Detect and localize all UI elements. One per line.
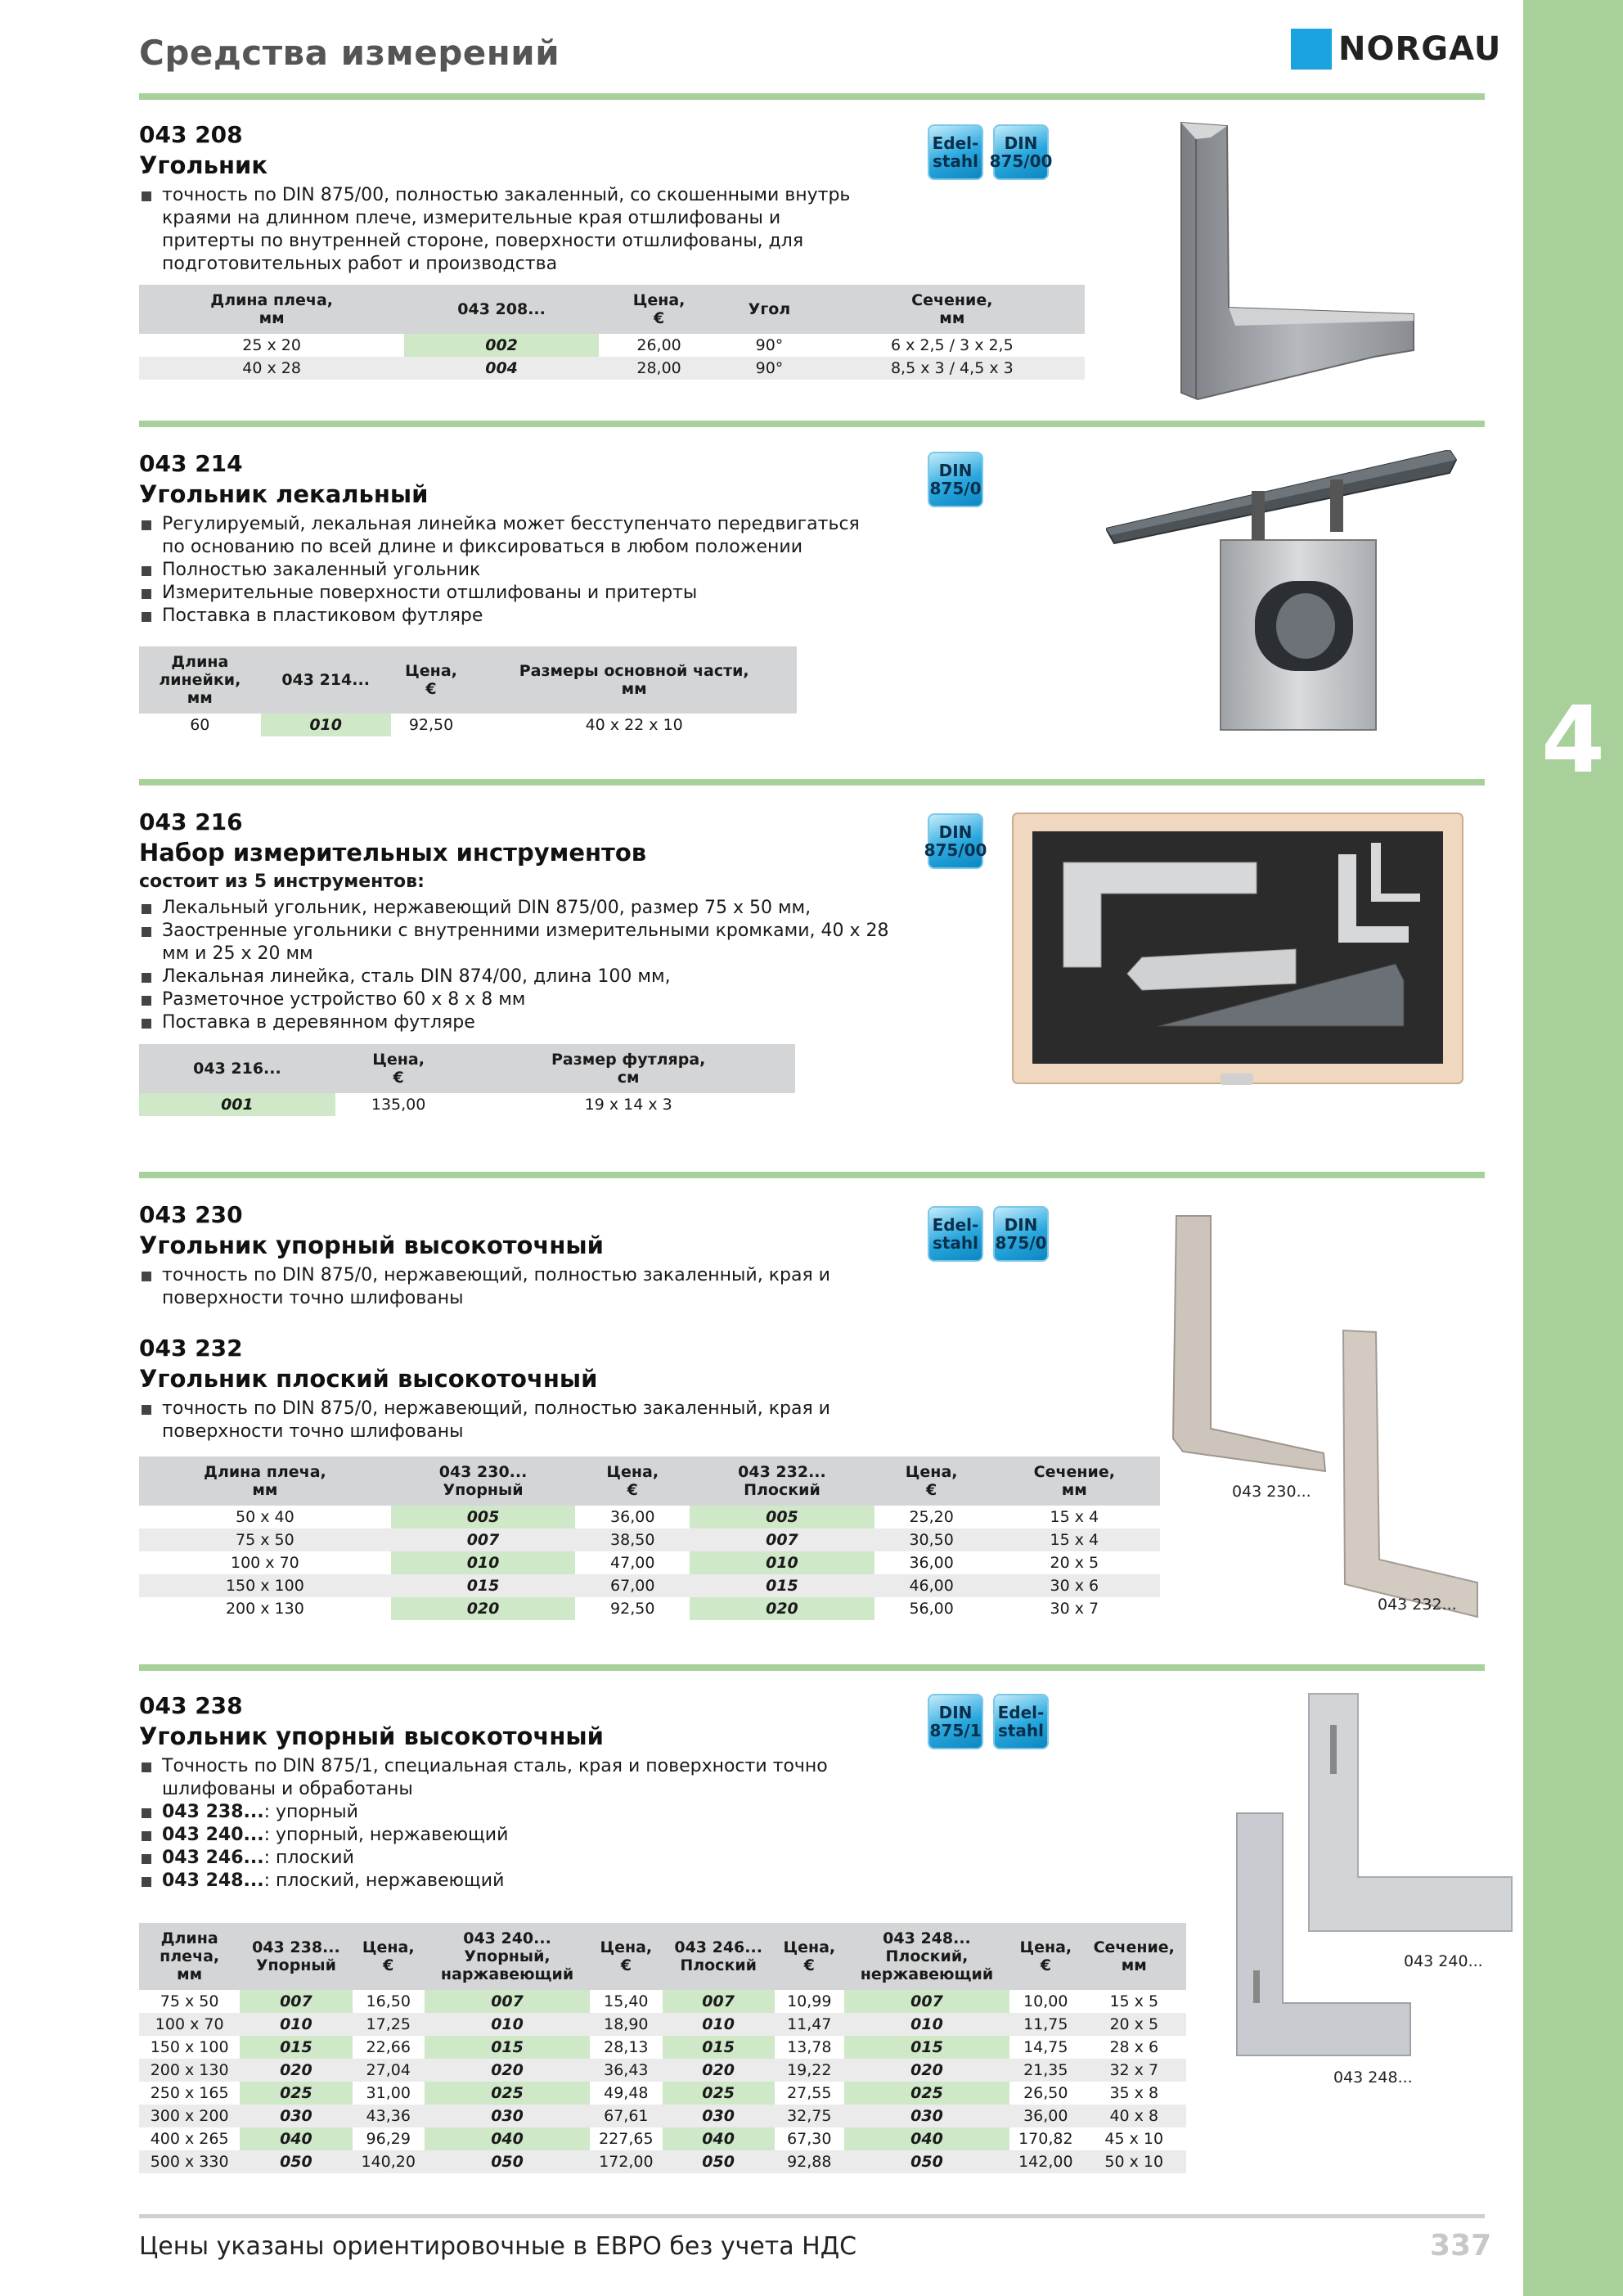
table-cell: 100 x 70: [139, 2013, 240, 2036]
variant-code: 043 240...: [162, 1825, 264, 1845]
column-header: Цена, €: [575, 1456, 690, 1506]
column-header: 043 240... Упорный, наржавеющий: [425, 1923, 590, 1990]
order-code-cell: 007: [844, 1990, 1009, 2013]
table-cell: 150 x 100: [139, 1574, 391, 1597]
standard-badge: DIN 875/00: [993, 124, 1049, 180]
order-code-cell: 015: [663, 2036, 775, 2059]
table-cell: 46,00: [874, 1574, 989, 1597]
table-row: [139, 2036, 1186, 2059]
table-cell: 40 x 22 x 10: [585, 716, 683, 734]
order-code-cell: 015: [425, 2036, 590, 2059]
footer-note: Цены указаны ориентировочные в ЕВРО без учета НДС: [139, 2232, 857, 2261]
column-header: 043 214...: [261, 646, 391, 714]
table-cell: 31,00: [366, 2084, 411, 2102]
table-row: [139, 1574, 1160, 1597]
column-header: Цена, €: [353, 1923, 425, 1990]
column-header: Длина линейки, мм: [139, 646, 261, 714]
bullet-item: Полностью закаленный угольник: [139, 559, 875, 582]
order-code-cell: 010: [391, 1551, 576, 1574]
standard-badge: DIN 875/0: [928, 452, 983, 507]
order-code-cell: 050: [663, 2150, 775, 2173]
table-cell: 25 x 20: [242, 336, 301, 354]
table-cell: 250 x 165: [150, 2084, 229, 2102]
order-code-cell: 010: [844, 2013, 1009, 2036]
square-set-image: [1234, 1692, 1522, 2060]
table-cell: 15 x 5: [1109, 1992, 1159, 2010]
variant-text: : упорный, нержавеющий: [263, 1825, 509, 1845]
article-number: 043 238: [139, 1692, 243, 1719]
table-cell: 500 x 330: [139, 2150, 240, 2173]
table-row: [139, 1528, 1160, 1551]
column-header: Цена, €: [391, 646, 472, 714]
order-code-cell: 010: [663, 2013, 775, 2036]
norgau-logo: [1291, 28, 1501, 70]
column-header: 043 246... Плоский: [663, 1923, 775, 1990]
table-cell: 6 x 2,5 / 3 x 2,5: [890, 336, 1014, 354]
table-row: [139, 2150, 1186, 2173]
article-number: 043 214: [139, 450, 243, 477]
table-cell: 15 x 4: [989, 1528, 1160, 1551]
section-043-208: [139, 121, 875, 276]
order-code-cell: 007: [391, 1528, 576, 1551]
table-cell: 200 x 130: [139, 2059, 240, 2082]
bullet-list-2: [139, 1398, 875, 1443]
table-header-row: [139, 1923, 1186, 1990]
order-code-cell: 015: [240, 2036, 352, 2059]
caption-043-248: 043 248...: [1333, 2069, 1413, 2087]
table-cell: 50 x 40: [236, 1508, 294, 1526]
table-cell: 56,00: [909, 1600, 954, 1618]
product-title: Угольник лекальный: [139, 480, 429, 508]
section-rule: [139, 93, 1485, 100]
square-product-image: [1178, 121, 1415, 407]
standard-badge: DIN 875/0: [993, 1206, 1049, 1262]
order-code-cell: 020: [391, 1597, 576, 1620]
table-cell: 150 x 100: [150, 2038, 229, 2056]
bullet-item: Лекальный угольник, нержавеющий DIN 875/00, размер 75 x 50 мм,: [139, 897, 900, 920]
bullet-item: точность по DIN 875/00, полностью закаленный, со скошенными внутрь краями на длинном плече, измерительные края отшлифованы и притерты по внутренней стороне, поверхности отшлифованы, для подготовительных работ и производства: [139, 184, 875, 276]
caption-043-240: 043 240...: [1404, 1952, 1483, 1970]
chapter-sidebar: [1523, 0, 1623, 2296]
table-cell: 11,47: [775, 2013, 844, 2036]
table-cell: 170,82: [1018, 2130, 1073, 2148]
variant-text: : упорный: [263, 1802, 358, 1822]
table-cell: 142,00: [1009, 2150, 1081, 2173]
table-cell: 18,90: [590, 2013, 662, 2036]
order-code-cell: 007: [240, 1990, 352, 2013]
column-header: Цена, €: [775, 1923, 844, 1990]
column-header: Сечение, мм: [820, 285, 1085, 334]
table-cell: 43,36: [353, 2105, 425, 2127]
table-cell: 15,40: [604, 1992, 649, 2010]
bullet-item: Заостренные угольники с внутренними измерительными кромками, 40 x 28 мм и 25 x 20 мм: [139, 920, 900, 966]
table-cell: 36,00: [1009, 2105, 1081, 2127]
table-cell: 10,00: [1023, 1992, 1068, 2010]
table-cell: 15 x 4: [1050, 1508, 1099, 1526]
table-cell: 67,30: [787, 2130, 832, 2148]
order-code-cell: 015: [690, 1574, 874, 1597]
variant-text: : плоский: [263, 1848, 354, 1868]
table-cell: 40 x 28: [139, 357, 404, 380]
column-header: Сечение, мм: [989, 1456, 1160, 1506]
bullet-item: точность по DIN 875/0, нержавеющий, полностью закаленный, края и поверхности точно шлифованы: [139, 1398, 875, 1443]
table-row: [139, 1990, 1186, 2013]
section-043-238: [139, 1692, 875, 1893]
bullet-item: Регулируемый, лекальная линейка может бесступенчато передвигаться по основанию по всей длине и фиксироваться в любом положении: [139, 513, 875, 559]
column-header: 043 238... Упорный: [240, 1923, 352, 1990]
table-row: [139, 2105, 1186, 2127]
column-header: Длина плеча, мм: [139, 1923, 240, 1990]
section-043-230: [139, 1201, 875, 1443]
table-cell: 300 x 200: [139, 2105, 240, 2127]
bullet-item: Точность по DIN 875/1, специальная сталь, края и поверхности точно шлифованы и обработаны: [139, 1755, 875, 1801]
table-cell: 172,00: [590, 2150, 662, 2173]
table-cell: 20 x 5: [1082, 2013, 1186, 2036]
table-cell: 90°: [755, 336, 784, 354]
order-code-cell: 025: [240, 2082, 352, 2105]
column-header: 043 248... Плоский, нержавеющий: [844, 1923, 1009, 1990]
column-header: Сечение, мм: [1082, 1923, 1186, 1990]
table-cell: 400 x 265: [150, 2130, 229, 2148]
table-cell: 36,00: [909, 1554, 954, 1572]
table-cell: 27,55: [787, 2084, 832, 2102]
table-row: [139, 714, 797, 736]
footer-rule: [139, 2214, 1485, 2218]
product-table-043-216: [139, 1044, 795, 1116]
order-code-cell: 001: [139, 1093, 335, 1116]
table-cell: 38,50: [575, 1528, 690, 1551]
product-title-2: Угольник плоский высокоточный: [139, 1365, 598, 1393]
product-table-043-230: [139, 1456, 1160, 1620]
product-table-043-238: [139, 1923, 1186, 2173]
order-code-cell: 004: [404, 357, 599, 380]
column-header: Размеры основной части, мм: [471, 646, 797, 714]
column-header: Цена, €: [335, 1044, 462, 1093]
table-cell: 22,66: [366, 2038, 411, 2056]
table-cell: 8,5 x 3 / 4,5 x 3: [820, 357, 1085, 380]
variant-item: [139, 1824, 875, 1847]
table-cell: 21,35: [1009, 2059, 1081, 2082]
table-cell: 27,04: [353, 2059, 425, 2082]
table-cell: 90°: [719, 357, 819, 380]
column-header: Длина плеча, мм: [139, 285, 404, 334]
standard-badge: Edel- stahl: [928, 124, 983, 180]
order-code-cell: 020: [690, 1597, 874, 1620]
order-code-cell: 020: [425, 2059, 590, 2082]
table-cell: 92,88: [775, 2150, 844, 2173]
order-code-cell: 050: [240, 2150, 352, 2173]
order-code-cell: 030: [240, 2105, 352, 2127]
order-code-cell: 050: [425, 2150, 590, 2173]
bullet-item: точность по DIN 875/0, нержавеющий, полностью закаленный, края и поверхности точно шлифованы: [139, 1264, 875, 1310]
table-cell: 50 x 10: [1082, 2150, 1186, 2173]
order-code-cell: 030: [844, 2105, 1009, 2127]
order-code-cell: 030: [425, 2105, 590, 2127]
bullet-list: [139, 897, 900, 1034]
variant-text: : плоский, нержавеющий: [263, 1871, 505, 1891]
table-cell: 67,61: [590, 2105, 662, 2127]
bullet-item: Лекальная линейка, сталь DIN 874/00, длина 100 мм,: [139, 966, 900, 988]
table-cell: 28,00: [599, 357, 719, 380]
standard-badge: Edel- stahl: [993, 1694, 1049, 1749]
square-pair-image: [1170, 1214, 1489, 1623]
order-code-cell: 002: [404, 334, 599, 357]
section-rule: [139, 779, 1485, 786]
order-code-cell: 015: [844, 2036, 1009, 2059]
table-header-row: [139, 1456, 1160, 1506]
variant-code: 043 248...: [162, 1871, 264, 1891]
column-header: 043 232... Плоский: [690, 1456, 874, 1506]
bullet-item: Поставка в пластиковом футляре: [139, 605, 875, 628]
page-number: 337: [1430, 2229, 1492, 2262]
table-row: [139, 1093, 795, 1116]
table-cell: 11,75: [1009, 2013, 1081, 2036]
table-row: [139, 1506, 1160, 1528]
standard-badge: Edel- stahl: [928, 1206, 983, 1262]
product-title: Угольник: [139, 151, 268, 179]
order-code-cell: 010: [240, 2013, 352, 2036]
table-row: [139, 357, 1085, 380]
column-header: Размер футляра, см: [461, 1044, 795, 1093]
chapter-number: 4: [1541, 687, 1605, 794]
order-code-cell: 015: [391, 1574, 576, 1597]
section-043-214: [139, 450, 875, 628]
order-code-cell: 010: [425, 2013, 590, 2036]
table-cell: 30 x 6: [989, 1574, 1160, 1597]
gauge-square-image: [1106, 450, 1458, 736]
bullet-list: [139, 1264, 875, 1310]
badge-group: [928, 452, 983, 507]
table-cell: 10,99: [787, 1992, 832, 2010]
order-code-cell: 020: [663, 2059, 775, 2082]
bullet-item: Измерительные поверхности отшлифованы и притерты: [139, 582, 875, 605]
set-subtitle: состоит из 5 инструментов:: [139, 871, 425, 892]
table-cell: 200 x 130: [225, 1600, 304, 1618]
table-header-row: [139, 646, 797, 714]
order-code-cell: 010: [261, 714, 391, 736]
table-cell: 60: [190, 716, 210, 734]
standard-badge: DIN 875/1: [928, 1694, 983, 1749]
logo-square-icon: [1291, 29, 1332, 70]
article-number-2: 043 232: [139, 1335, 243, 1362]
column-header: Угол: [719, 285, 819, 334]
table-cell: 75 x 50: [160, 1992, 219, 2010]
badge-group: [928, 124, 1053, 180]
table-cell: 92,50: [408, 716, 454, 734]
column-header: Длина плеча, мм: [139, 1456, 391, 1506]
table-cell: 16,50: [366, 1992, 411, 2010]
table-cell: 28,13: [604, 2038, 649, 2056]
table-cell: 19,22: [775, 2059, 844, 2082]
table-cell: 19 x 14 x 3: [584, 1096, 672, 1114]
order-code-cell: 040: [663, 2127, 775, 2150]
table-cell: 227,65: [599, 2130, 654, 2148]
product-title: Набор измерительных инструментов: [139, 839, 647, 867]
table-row: [139, 1597, 1160, 1620]
bullet-list: [139, 513, 875, 628]
table-cell: 32,75: [775, 2105, 844, 2127]
table-row: [139, 334, 1085, 357]
order-code-cell: 007: [425, 1990, 590, 2013]
variant-item: [139, 1870, 875, 1893]
table-cell: 17,25: [353, 2013, 425, 2036]
variant-code: 043 238...: [162, 1802, 264, 1822]
table-row: [139, 2013, 1186, 2036]
bullet-list: [139, 1755, 875, 1893]
table-cell: 96,29: [366, 2130, 411, 2148]
column-header: Цена, €: [599, 285, 719, 334]
order-code-cell: 040: [425, 2127, 590, 2150]
table-cell: 36,00: [610, 1508, 655, 1526]
variant-code: 043 246...: [162, 1848, 264, 1868]
product-table-043-214: [139, 646, 797, 736]
table-cell: 28 x 6: [1109, 2038, 1159, 2056]
column-header: Цена, €: [1009, 1923, 1081, 1990]
table-cell: 92,50: [610, 1600, 655, 1618]
table-cell: 26,50: [1023, 2084, 1068, 2102]
table-header-row: [139, 1044, 795, 1093]
bullet-item: Поставка в деревянном футляре: [139, 1011, 900, 1034]
caption-043-230: 043 230...: [1232, 1483, 1311, 1501]
column-header: 043 216...: [139, 1044, 335, 1093]
order-code-cell: 005: [391, 1506, 576, 1528]
section-rule: [139, 421, 1485, 427]
section-rule: [139, 1172, 1485, 1178]
article-number: 043 208: [139, 121, 243, 148]
table-cell: 30,50: [874, 1528, 989, 1551]
bullet-list: [139, 184, 875, 276]
order-code-cell: 010: [690, 1551, 874, 1574]
order-code-cell: 020: [844, 2059, 1009, 2082]
order-code-cell: 025: [425, 2082, 590, 2105]
table-cell: 49,48: [604, 2084, 649, 2102]
logo-text: NORGAU: [1338, 30, 1502, 68]
order-code-cell: 050: [844, 2150, 1009, 2173]
variant-item: [139, 1847, 875, 1870]
table-row: [139, 2059, 1186, 2082]
table-cell: 26,00: [636, 336, 681, 354]
column-header: 043 230... Упорный: [391, 1456, 576, 1506]
variant-item: [139, 1801, 875, 1824]
page-title: Средства измерений: [139, 33, 560, 73]
table-cell: 40 x 8: [1082, 2105, 1186, 2127]
case-set-image: [1011, 812, 1464, 1087]
standard-badge: DIN 875/00: [928, 813, 983, 869]
order-code-cell: 030: [663, 2105, 775, 2127]
badge-group: [924, 813, 987, 869]
order-code-cell: 007: [663, 1990, 775, 2013]
table-header-row: [139, 285, 1085, 334]
table-cell: 36,43: [590, 2059, 662, 2082]
table-cell: 25,20: [909, 1508, 954, 1526]
column-header: 043 208...: [404, 285, 599, 334]
table-row: [139, 2127, 1186, 2150]
product-table-043-208: [139, 285, 1085, 380]
column-header: Цена, €: [590, 1923, 662, 1990]
product-title: Угольник упорный высокоточный: [139, 1231, 604, 1259]
caption-043-232: 043 232...: [1378, 1596, 1457, 1614]
order-code-cell: 025: [844, 2082, 1009, 2105]
order-code-cell: 005: [690, 1506, 874, 1528]
article-number: 043 230: [139, 1201, 243, 1228]
table-cell: 32 x 7: [1082, 2059, 1186, 2082]
table-cell: 30 x 7: [1050, 1600, 1099, 1618]
table-cell: 45 x 10: [1104, 2130, 1164, 2148]
table-cell: 47,00: [610, 1554, 655, 1572]
order-code-cell: 020: [240, 2059, 352, 2082]
product-title: Угольник упорный высокоточный: [139, 1722, 604, 1750]
table-cell: 140,20: [353, 2150, 425, 2173]
bullet-item: Разметочное устройство 60 x 8 x 8 мм: [139, 988, 900, 1011]
section-rule: [139, 1664, 1485, 1671]
table-cell: 20 x 5: [1050, 1554, 1099, 1572]
table-cell: 75 x 50: [139, 1528, 391, 1551]
order-code-cell: 040: [240, 2127, 352, 2150]
table-cell: 13,78: [787, 2038, 832, 2056]
table-row: [139, 2082, 1186, 2105]
order-code-cell: 007: [690, 1528, 874, 1551]
badge-group: [928, 1206, 1049, 1262]
table-cell: 100 x 70: [231, 1554, 299, 1572]
table-cell: 35 x 8: [1109, 2084, 1159, 2102]
section-043-216: [139, 808, 900, 1034]
table-cell: 14,75: [1023, 2038, 1068, 2056]
table-cell: 67,00: [575, 1574, 690, 1597]
article-number: 043 216: [139, 808, 243, 835]
table-row: [139, 1551, 1160, 1574]
order-code-cell: 025: [663, 2082, 775, 2105]
badge-group: [928, 1694, 1049, 1749]
table-cell: 135,00: [371, 1096, 426, 1114]
column-header: Цена, €: [874, 1456, 989, 1506]
order-code-cell: 040: [844, 2127, 1009, 2150]
